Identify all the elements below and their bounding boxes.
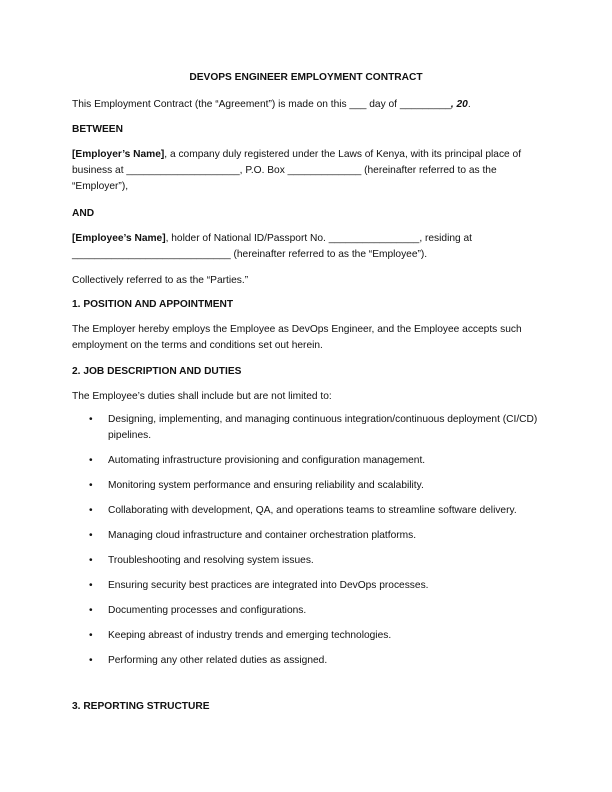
- employee-paragraph: [72, 231, 544, 263]
- list-item: • Automating infrastructure provisioning and configuration management.: [72, 453, 544, 469]
- list-item: • Keeping abreast of industry trends and emerging technologies.: [72, 628, 544, 644]
- list-item: • Managing cloud infrastructure and container orchestration platforms.: [72, 528, 544, 544]
- list-item: • Designing, implementing, and managing continuous integration/continuous deployment (CI/CD) pipelines.: [72, 412, 544, 444]
- document-title: DEVOPS ENGINEER EMPLOYMENT CONTRACT: [189, 72, 423, 83]
- employee-name: [Employee’s Name]: [72, 233, 166, 244]
- intro-paragraph: [72, 97, 544, 113]
- employee-text: , holder of National ID/Passport No. ________________, residing at ____________________________ (hereinafter referred to as the “Employee”).: [72, 233, 473, 260]
- list-item: • Documenting processes and configurations.: [72, 603, 544, 619]
- list-item: • Troubleshooting and resolving system issues.: [72, 553, 544, 569]
- section1-heading: 1. POSITION AND APPOINTMENT: [72, 299, 234, 310]
- intro-text: This Employment Contract (the “Agreement”) is made on this ___ day of _________: [72, 99, 451, 110]
- list-item: • Monitoring system performance and ensuring reliability and scalability.: [72, 478, 544, 494]
- intro-end: .: [467, 99, 471, 110]
- list-item: • Ensuring security best practices are integrated into DevOps processes.: [72, 578, 544, 594]
- duties-list: [72, 412, 544, 678]
- list-item: • Performing any other related duties as assigned.: [72, 653, 544, 669]
- section2-heading: 2. JOB DESCRIPTION AND DUTIES: [72, 366, 242, 377]
- intro-year: , 20: [450, 99, 468, 110]
- employer-name: [Employer’s Name]: [72, 149, 165, 160]
- and-heading: AND: [72, 208, 95, 219]
- between-heading: BETWEEN: [72, 124, 123, 135]
- employer-paragraph: [72, 147, 544, 194]
- list-item: • Collaborating with development, QA, and operations teams to streamline software delivery.: [72, 503, 544, 519]
- section1-body: The Employer hereby employs the Employee as DevOps Engineer, and the Employee accepts such employment on the terms and conditions set out herein.: [72, 324, 522, 351]
- section3-heading: 3. REPORTING STRUCTURE: [72, 701, 210, 712]
- parties-text: Collectively referred to as the “Parties.”: [72, 275, 249, 286]
- section2-intro: The Employee’s duties shall include but are not limited to:: [72, 391, 332, 402]
- employer-text: , a company duly registered under the Laws of Kenya, with its principal place of business at ____________________, P.O. Box _____________ (hereinafter referred to as the “Employer”),: [72, 149, 522, 192]
